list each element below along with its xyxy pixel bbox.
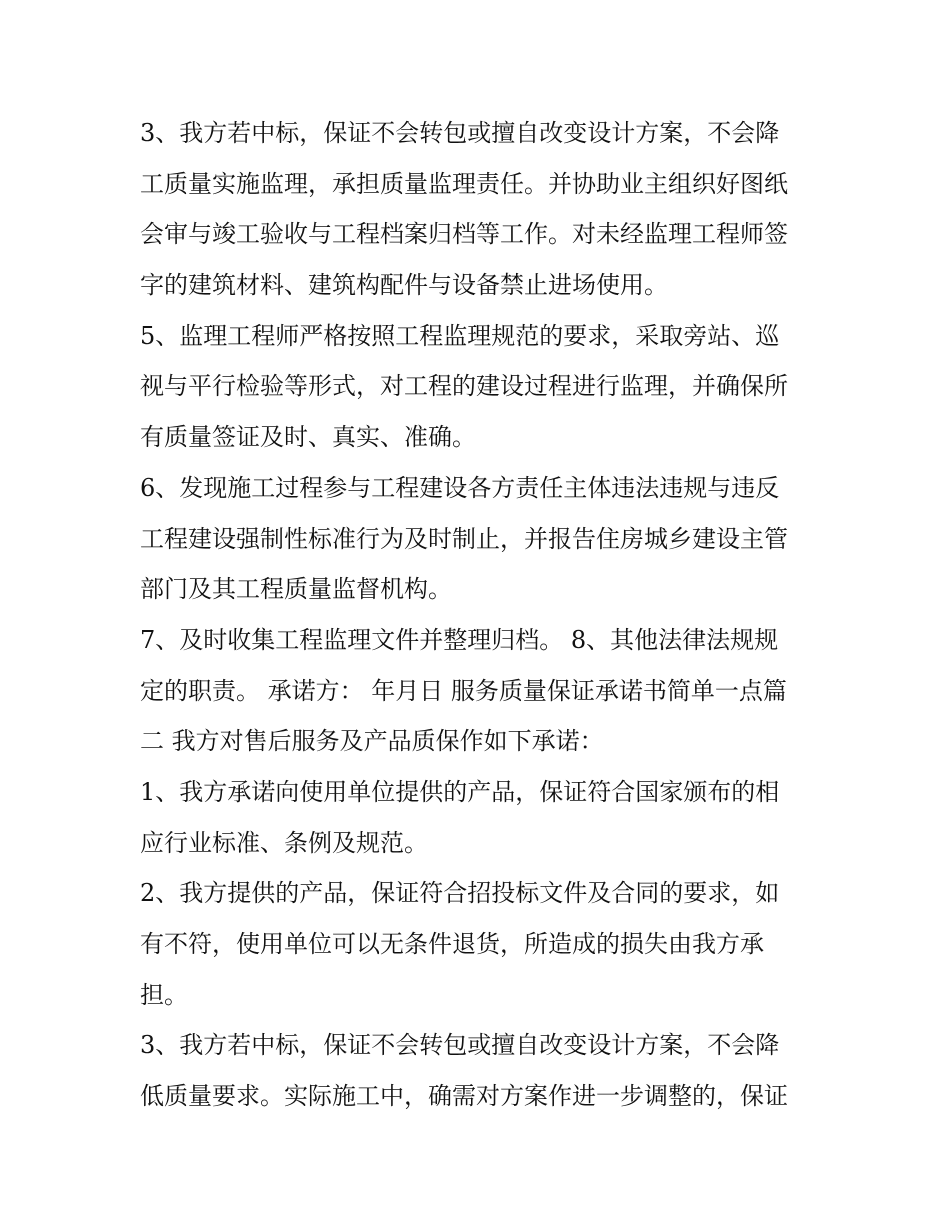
text-line: 工程建设强制性标准行为及时制止，并报告住房城乡建设主管	[140, 524, 788, 553]
text-line: 7、及时收集工程监理文件并整理归档。 8、其他法律法规规	[140, 625, 779, 654]
text-line: 定的职责。 承诺方： 年月日 服务质量保证承诺书简单一点篇	[140, 676, 787, 705]
text-line: 3、我方若中标，保证不会转包或擅自改变设计方案，不会降	[140, 119, 780, 147]
text-line: 担。	[140, 980, 188, 1009]
text-line: 会审与竣工验收与工程档案归档等工作。对未经监理工程师签	[140, 220, 788, 249]
text-line: 视与平行检验等形式，对工程的建设过程进行监理，并确保所	[140, 372, 788, 401]
text-line: 二 我方对售后服务及产品质保作如下承诺：	[140, 727, 604, 756]
text-line: 3、我方若中标，保证不会转包或擅自改变设计方案，不会降	[140, 1031, 780, 1060]
text-line: 部门及其工程质量监督机构。	[140, 575, 452, 604]
text-line: 有不符，使用单位可以无条件退货，所造成的损失由我方承	[140, 930, 764, 958]
text-line: 5、监理工程师严格按照工程监理规范的要求，采取旁站、巡	[140, 321, 780, 350]
text-line: 字的建筑材料、建筑构配件与设备禁止进场使用。	[140, 271, 668, 300]
text-line: 2、我方提供的产品，保证符合招投标文件及合同的要求，如	[140, 879, 780, 908]
document-body	[140, 108, 820, 1122]
text-line: 应行业标准、条例及规范。	[140, 828, 428, 857]
text-line: 1、我方承诺向使用单位提供的产品，保证符合国家颁布的相	[140, 777, 780, 806]
text-line: 有质量签证及时、真实、准确。	[140, 423, 476, 452]
text-line: 低质量要求。实际施工中，确需对方案作进一步调整的，保证	[140, 1082, 788, 1111]
text-line: 6、发现施工过程参与工程建设各方责任主体违法违规与违反	[140, 473, 780, 502]
text-line: 工质量实施监理，承担质量监理责任。并协助业主组织好图纸	[140, 169, 788, 198]
